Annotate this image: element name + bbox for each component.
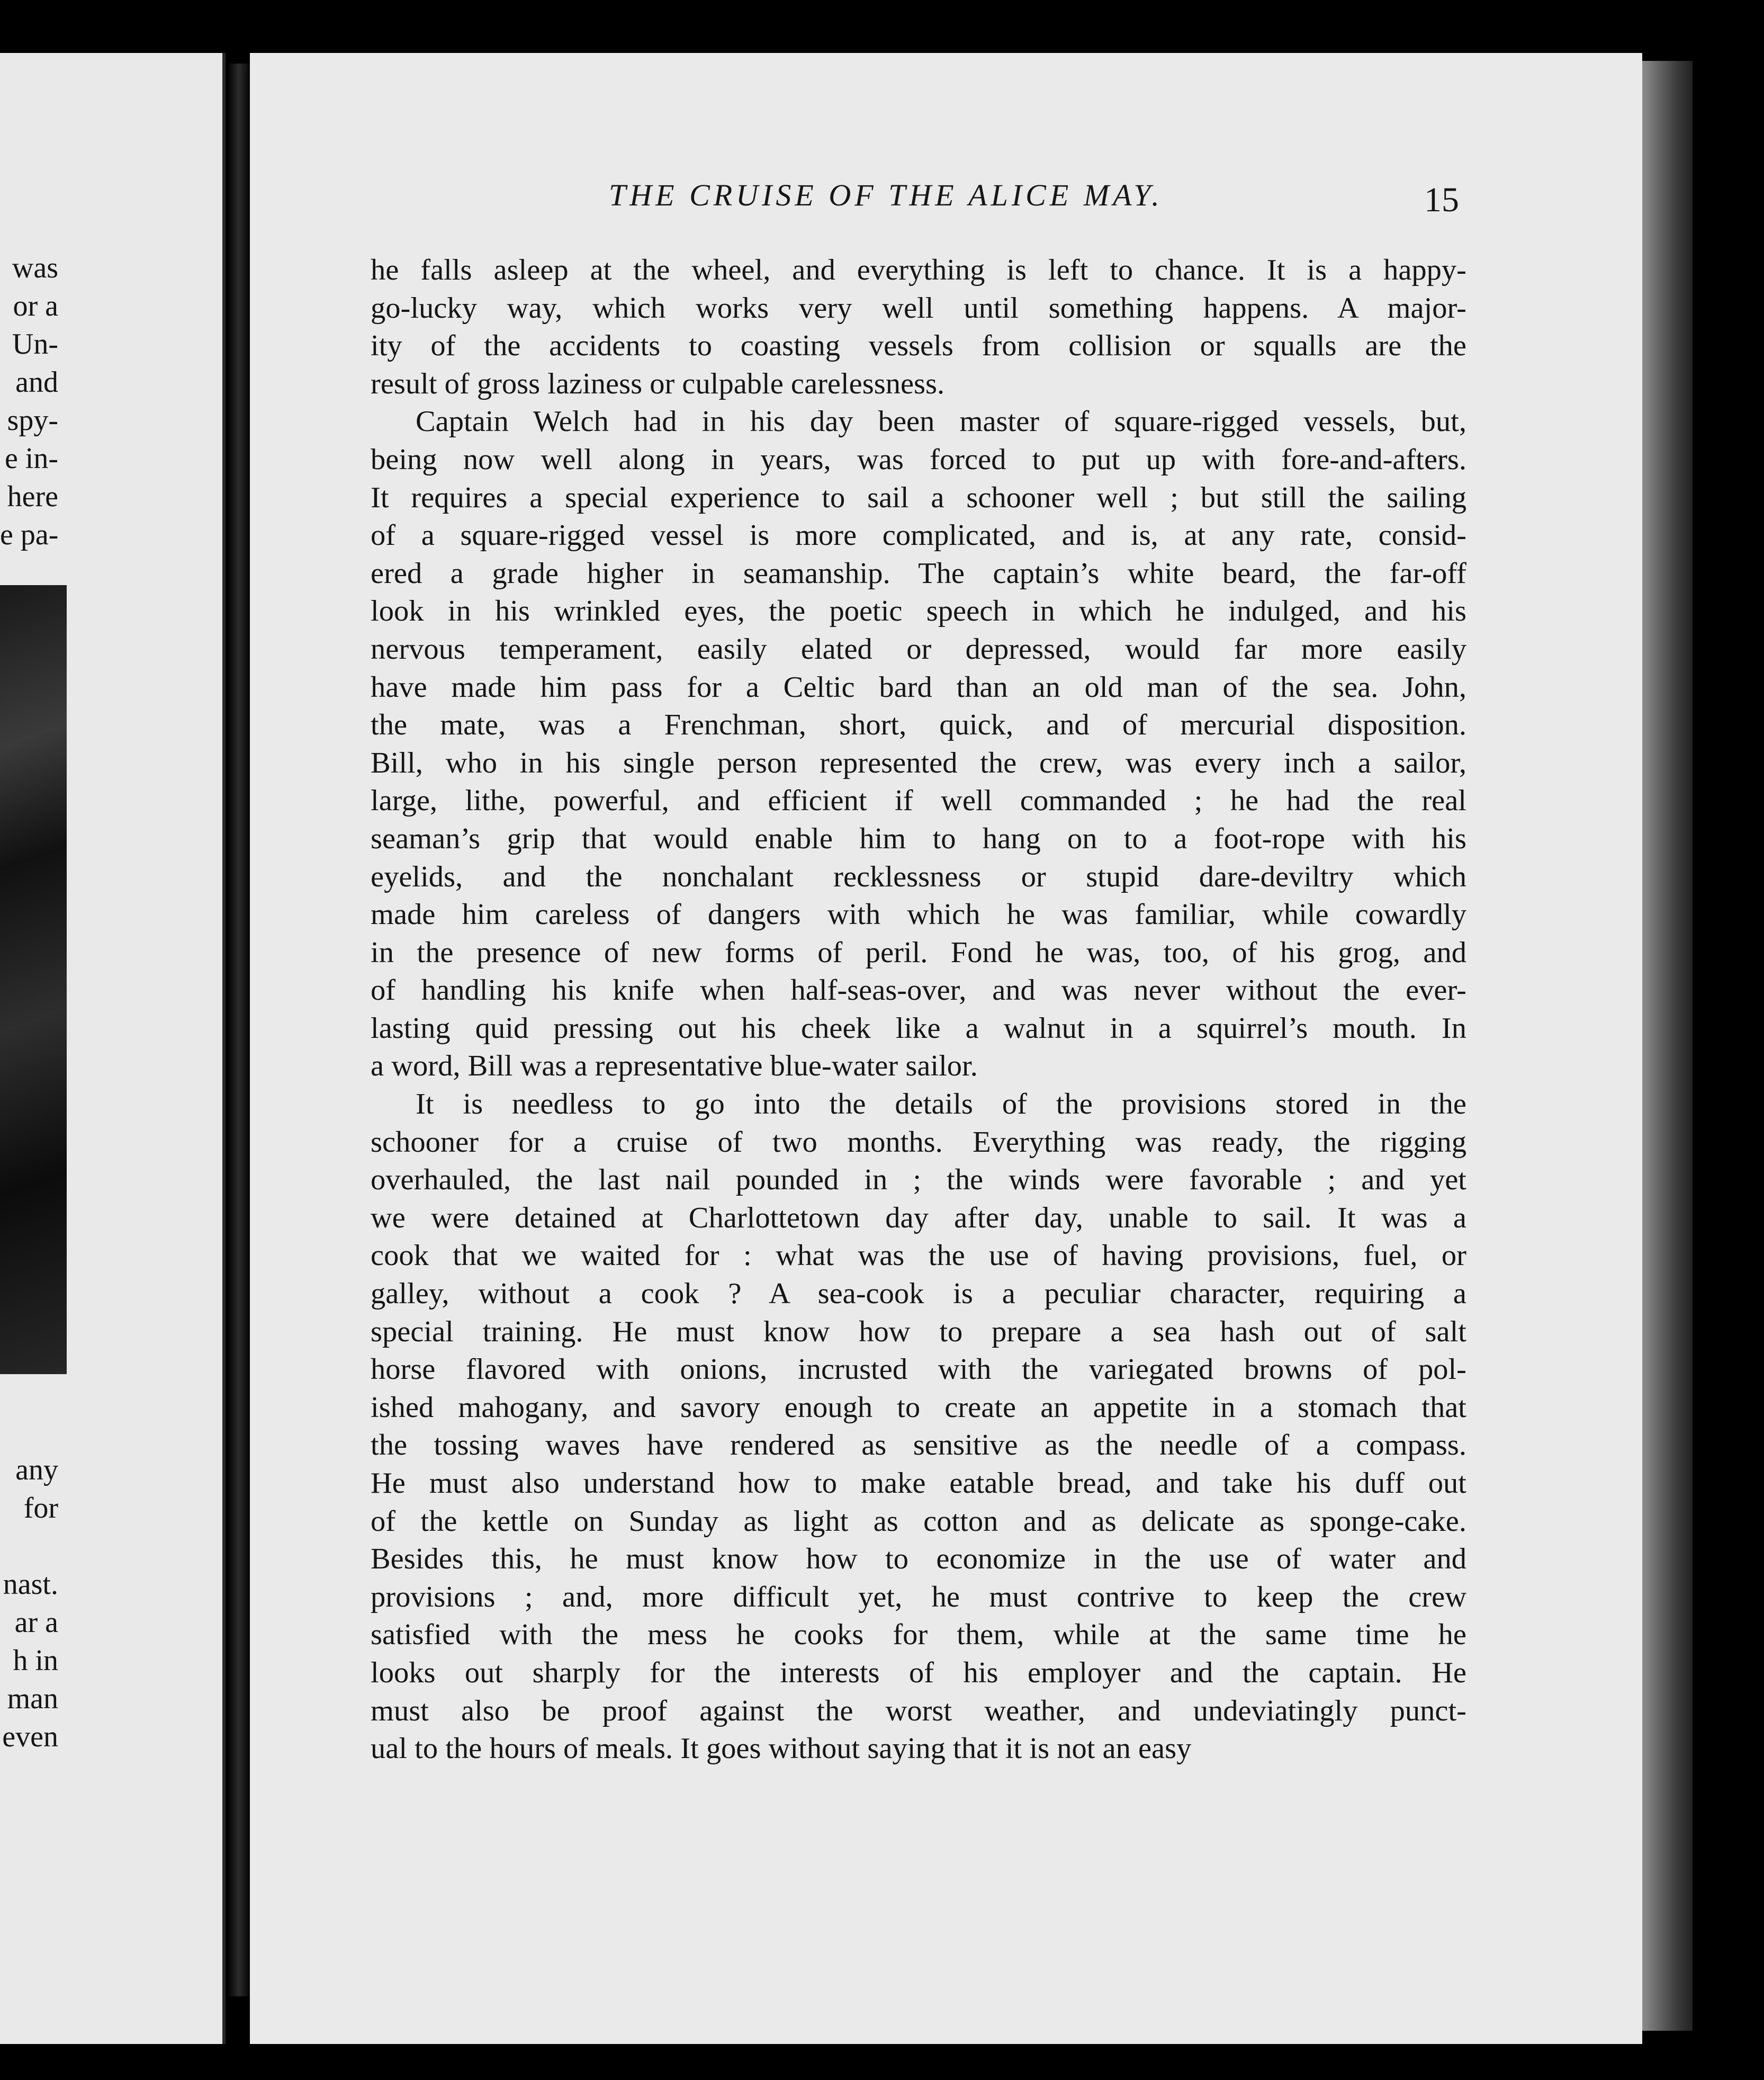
text-line: made him careless of dangers with which he was familiar, while cowardly: [371, 898, 1466, 931]
book-spine: [228, 64, 250, 1996]
left-fragment: e pa-: [0, 518, 59, 551]
text-line: It is needless to go into the details of the provisions stored in the: [416, 1088, 1466, 1121]
text-line: schooner for a cruise of two months. Everything was ready, the rigging: [371, 1125, 1466, 1159]
text-line: cook that we waited for : what was the use of having provisions, fuel, or: [371, 1239, 1466, 1272]
left-fragment: and: [15, 366, 58, 399]
text-line: a word, Bill was a representative blue-water sailor.: [371, 1050, 978, 1083]
left-fragment: or a: [13, 290, 58, 322]
left-page-illustration: [0, 585, 67, 1374]
text-line: of a square-rigged vessel is more complicated, and is, at any rate, consid-: [371, 519, 1466, 552]
left-fragment: Un-: [12, 328, 58, 361]
text-line: ual to the hours of meals. It goes without saying that it is not an easy: [371, 1732, 1192, 1765]
left-fragment: for: [23, 1492, 58, 1525]
text-line: large, lithe, powerful, and efficient if well commanded ; he had the real: [371, 784, 1466, 818]
page-number: 15: [1424, 181, 1459, 219]
text-line: have made him pass for a Celtic bard than an old man of the sea. John,: [371, 670, 1466, 704]
left-fragment: h in: [13, 1644, 58, 1677]
left-fragment: e in-: [4, 442, 58, 475]
text-line: look in his wrinkled eyes, the poetic speech in which he indulged, and his: [371, 595, 1466, 628]
text-line: special training. He must know how to prepare a sea hash out of salt: [371, 1315, 1466, 1348]
left-fragment: spy-: [7, 404, 58, 437]
text-line: lasting quid pressing out his cheek like a walnut in a squirrel’s mouth. In: [371, 1011, 1466, 1045]
text-line: in the presence of new forms of peril. Fond he was, too, of his grog, and: [371, 936, 1466, 969]
text-line: overhauled, the last nail pounded in ; the winds were favorable ; and yet: [371, 1163, 1466, 1197]
text-line: of the kettle on Sunday as light as cotton and as delicate as sponge-cake.: [371, 1504, 1466, 1538]
left-fragment: ar a: [14, 1606, 58, 1639]
left-fragment: was: [12, 252, 58, 284]
body-text: [371, 252, 1466, 1768]
text-line: looks out sharply for the interests of his employer and the captain. He: [371, 1656, 1466, 1689]
text-line: horse flavored with onions, incrusted with the variegated browns of pol-: [371, 1353, 1466, 1386]
running-head: THE CRUISE OF THE ALICE MAY.: [609, 178, 1163, 212]
left-fragment: any: [15, 1454, 58, 1486]
left-fragment: nast.: [3, 1568, 58, 1601]
text-line: the mate, was a Frenchman, short, quick, and of mercurial disposition.: [371, 709, 1466, 742]
text-line: provisions ; and, more difficult yet, he must contrive to keep the crew: [371, 1580, 1466, 1613]
text-line: of handling his knife when half-seas-over, and was never without the ever-: [371, 974, 1466, 1007]
left-fragment: man: [7, 1682, 58, 1715]
text-line: It requires a special experience to sail a schooner well ; but still the sailing: [371, 481, 1466, 514]
text-line: ered a grade higher in seamanship. The captain’s white beard, the far-off: [371, 557, 1466, 590]
text-line: Captain Welch had in his day been master of square-rigged vessels, but,: [416, 405, 1466, 438]
left-fragment: even: [2, 1720, 58, 1753]
text-line: Besides this, he must know how to economize in the use of water and: [371, 1543, 1466, 1576]
text-line: satisfied with the mess he cooks for them, while at the same time he: [371, 1618, 1466, 1652]
left-fragment: [0, 1527, 58, 1565]
text-line: Bill, who in his single person represented the crew, was every inch a sailor,: [371, 746, 1466, 779]
text-line: seaman’s grip that would enable him to hang on to a foot-rope with his: [371, 822, 1466, 855]
text-line: go-lucky way, which works very well until something happens. A major-: [371, 291, 1466, 325]
text-line: ity of the accidents to coasting vessels from collision or squalls are the: [371, 329, 1466, 363]
left-page-text-top: [0, 249, 58, 554]
text-line: He must also understand how to make eatable bread, and take his duff out: [371, 1467, 1466, 1500]
text-line: ished mahogany, and savory enough to create an appetite in a stomach that: [371, 1391, 1466, 1424]
text-line: must also be proof against the worst weather, and undeviatingly punct-: [371, 1694, 1466, 1727]
text-line: eyelids, and the nonchalant recklessness or stupid dare-deviltry which: [371, 860, 1466, 893]
text-line: result of gross laziness or culpable carelessness.: [371, 367, 945, 400]
text-line: being now well along in years, was forced to put up with fore-and-afters.: [371, 443, 1466, 476]
left-fragment: here: [7, 480, 58, 513]
text-line: the tossing waves have rendered as sensitive as the needle of a compass.: [371, 1429, 1466, 1462]
text-line: he falls asleep at the wheel, and everything is left to chance. It is a happy-: [371, 254, 1466, 286]
page-edge: [1642, 61, 1693, 2031]
text-line: we were detained at Charlottetown day after day, unable to sail. It was a: [371, 1201, 1466, 1234]
left-page-text-bottom: [0, 1451, 58, 1756]
text-line: nervous temperament, easily elated or depressed, would far more easily: [371, 632, 1466, 666]
text-line: galley, without a cook ? A sea-cook is a peculiar character, requiring a: [371, 1277, 1466, 1311]
